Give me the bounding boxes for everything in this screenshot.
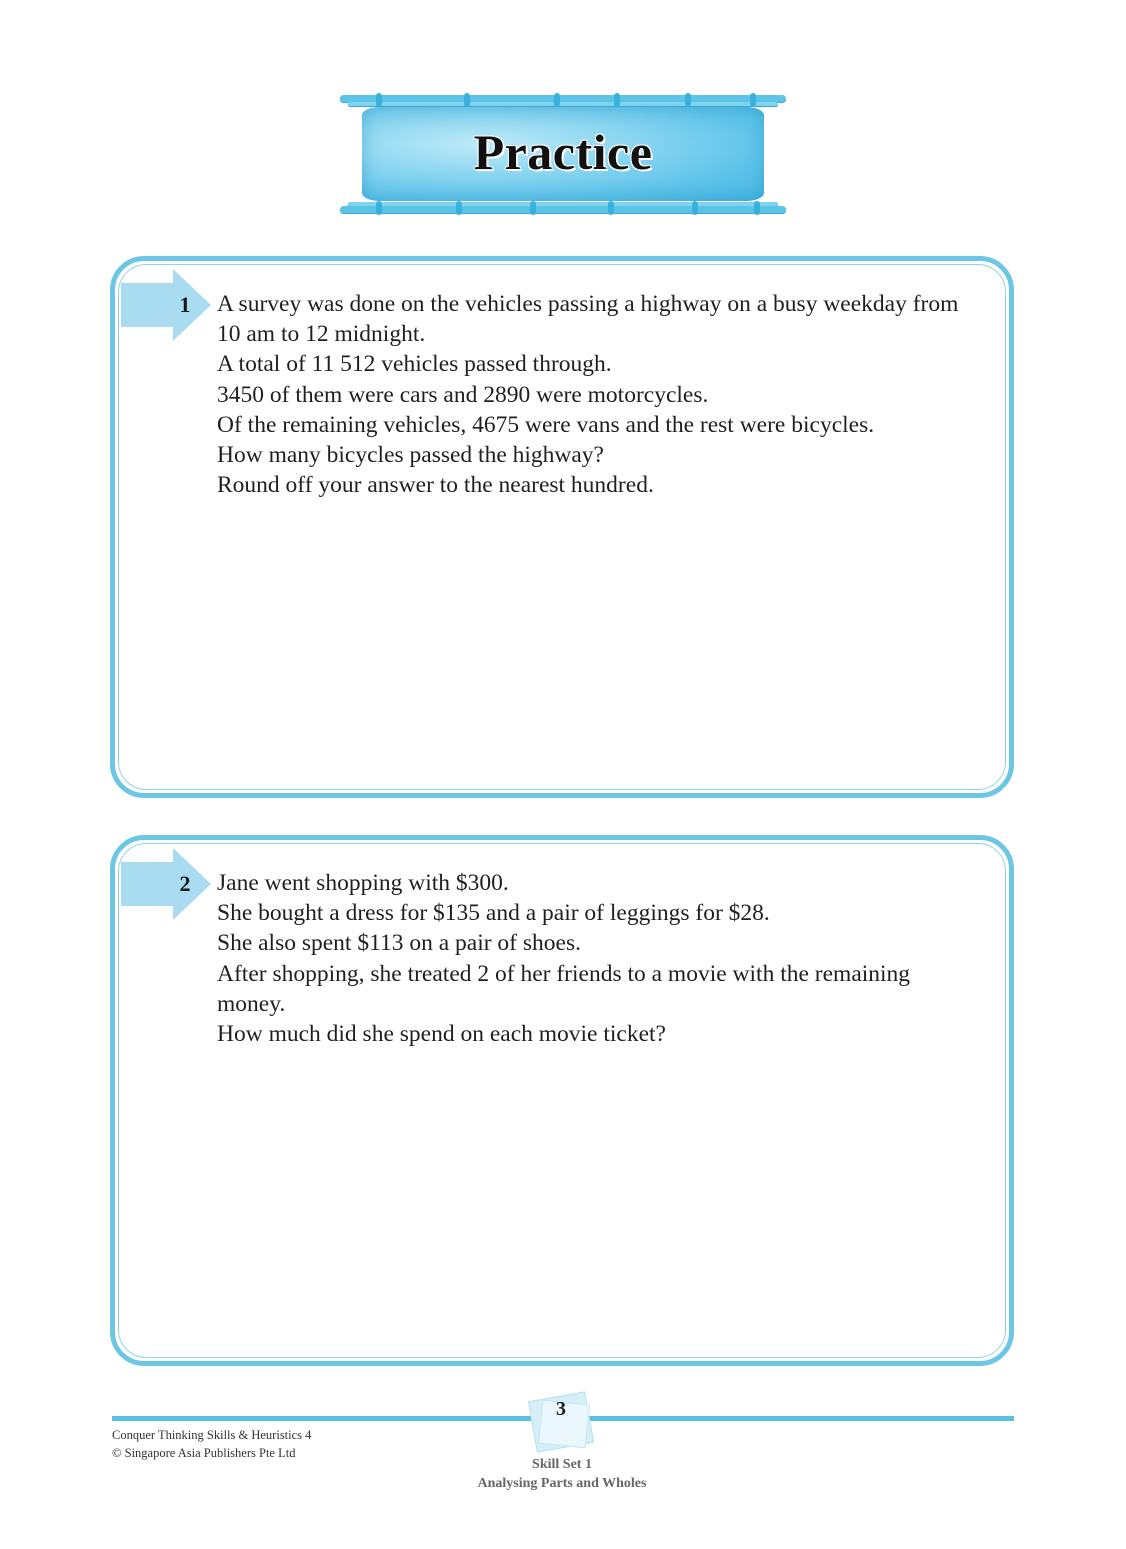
- page-number: 3: [556, 1398, 566, 1420]
- question-text: [217, 289, 1007, 500]
- arrow-right-icon: [121, 269, 211, 341]
- question-line: 3450 of them were cars and 2890 were motorcycles.: [217, 381, 709, 408]
- banner-knot-icon: [456, 201, 462, 215]
- page-title: Practice: [473, 124, 653, 180]
- banner-knot-icon: [685, 93, 691, 107]
- banner-knot-icon: [692, 201, 698, 215]
- question-line: Round off your answer to the nearest hundred.: [217, 472, 654, 499]
- question-line: How many bicycles passed the highway?: [217, 442, 604, 469]
- copyright: © Singapore Asia Publishers Pte Ltd: [112, 1446, 296, 1460]
- question-line: She also spent $113 on a pair of shoes.: [217, 930, 581, 957]
- footer-skill: [412, 1455, 712, 1493]
- banner-knot-icon: [750, 93, 756, 107]
- banner-knot-icon: [376, 93, 382, 107]
- question-line: A total of 11 512 vehicles passed through.: [217, 351, 612, 378]
- banner-knot-icon: [754, 201, 760, 215]
- banner-top-rod: [340, 95, 786, 102]
- book-title: Conquer Thinking Skills & Heuristics 4: [112, 1428, 312, 1442]
- question-text: [217, 868, 1007, 1049]
- banner-knot-icon: [554, 93, 560, 107]
- skill-name: Analysing Parts and Wholes: [477, 1476, 647, 1491]
- question-line: Of the remaining vehicles, 4675 were vans and the rest were bicycles.: [217, 411, 875, 438]
- question-line: A survey was done on the vehicles passing a highway on a busy weekday from: [217, 291, 959, 317]
- banner-knot-icon: [614, 93, 620, 107]
- banner-knot-icon: [376, 201, 382, 215]
- question-line: 10 am to 12 midnight.: [217, 321, 426, 348]
- question-box-1: [110, 256, 1014, 798]
- question-line: She bought a dress for $135 and a pair of leggings for $28.: [217, 900, 770, 927]
- page-number-badge: [526, 1392, 596, 1450]
- footer-credits: [112, 1426, 311, 1462]
- question-line: money.: [217, 990, 286, 1017]
- question-line: After shopping, she treated 2 of her friends to a movie with the remaining: [217, 960, 911, 987]
- banner-top-rod-inner: [348, 102, 778, 106]
- banner-knot-icon: [530, 201, 536, 215]
- arrow-right-icon: [121, 848, 211, 920]
- question-line: Jane went shopping with $300.: [217, 870, 509, 896]
- banner-knot-icon: [608, 201, 614, 215]
- question-number: 1: [179, 292, 191, 317]
- question-box-2: [110, 835, 1014, 1366]
- question-number: 2: [179, 871, 191, 896]
- practice-banner: [340, 93, 786, 217]
- banner-bottom-rod: [340, 206, 786, 213]
- question-line: How much did she spend on each movie ticket?: [217, 1021, 666, 1048]
- skill-set: Skill Set 1: [532, 1457, 592, 1472]
- banner-knot-icon: [464, 93, 470, 107]
